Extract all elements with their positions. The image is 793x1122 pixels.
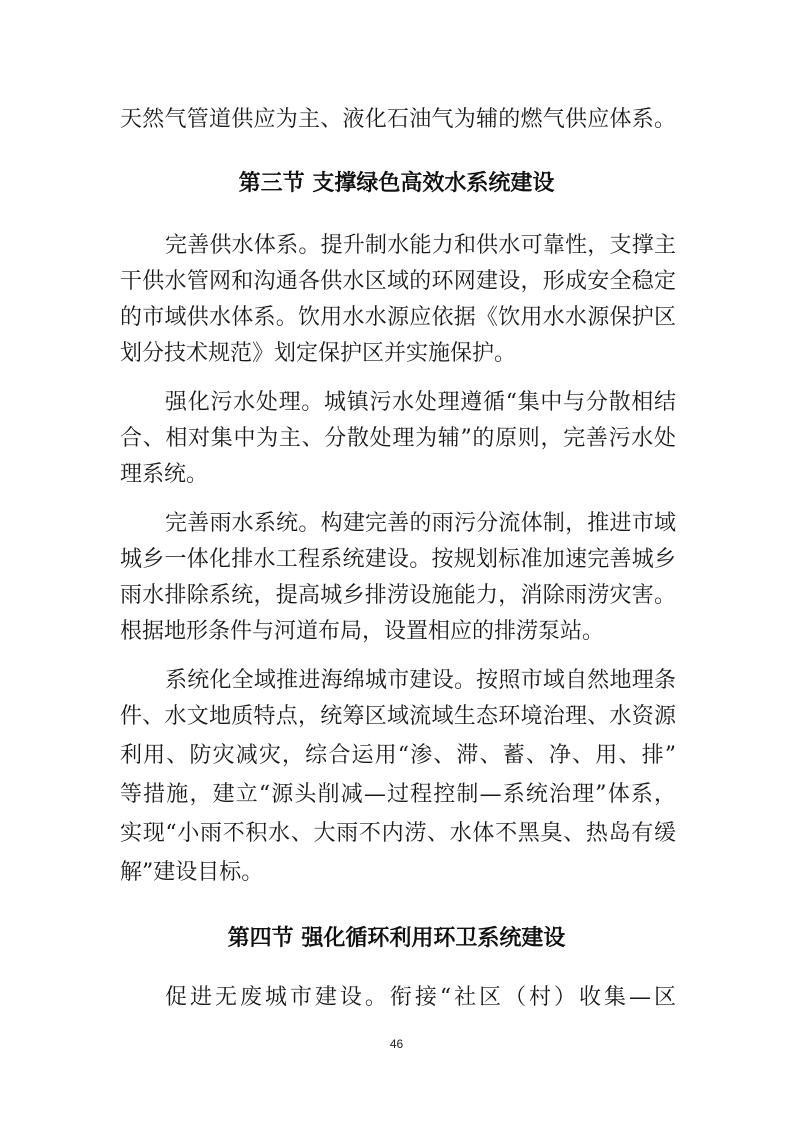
- paragraph-line: 理系统。: [120, 462, 209, 487]
- paragraph-line: 促进无废城市建设。衔接“社区（村）收集—区: [165, 985, 676, 1010]
- paragraph-line: 强化污水处理。城镇污水处理遵循“集中与分散相结: [165, 390, 676, 415]
- paragraph-line: 件、水文地质特点，统筹区域流域生态环境治理、水资源: [120, 704, 676, 729]
- paragraph-line: 的市域供水体系。饮用水水源应依据《饮用水水源保护区: [120, 305, 676, 330]
- paragraph-line: 根据地形条件与河道布局，设置相应的排涝泵站。: [120, 619, 605, 644]
- paragraph-line: 完善供水体系。提升制水能力和供水可靠性，支撑主: [165, 233, 676, 258]
- paragraph-line: 完善雨水系统。构建完善的雨污分流体制，推进市域: [165, 511, 676, 536]
- section-3-heading: 第三节 支撑绿色高效水系统建设: [238, 171, 555, 196]
- paragraph-line: 利用、防灾减灾，综合运用“渗、滞、蓄、净、用、排”: [120, 743, 676, 768]
- paragraph-line: 系统化全域推进海绵城市建设。按照市域自然地理条: [165, 668, 676, 693]
- paragraph-line: 等措施，建立“源头削减—过程控制—系统治理”体系，: [120, 782, 676, 807]
- paragraph-line: 解”建设目标。: [120, 860, 264, 885]
- paragraph-line: 雨水排除系统，提高城乡排涝设施能力，消除雨涝灾害。: [120, 583, 676, 608]
- paragraph-line: 合、相对集中为主、分散处理为辅”的原则，完善污水处: [120, 426, 676, 451]
- paragraph-line: 城乡一体化排水工程系统建设。按规划标准加速完善城乡: [120, 547, 676, 572]
- section-4-heading: 第四节 强化循环利用环卫系统建设: [227, 926, 566, 951]
- paragraph-line: 划分技术规范》划定保护区并实施保护。: [120, 341, 517, 366]
- intro-line: 天然气管道供应为主、液化石油气为辅的燃气供应体系。: [120, 107, 676, 132]
- paragraph-line: 干供水管网和沟通各供水区域的环网建设，形成安全稳定: [120, 269, 676, 294]
- paragraph-line: 实现“小雨不积水、大雨不内涝、水体不黑臭、热岛有缓: [120, 821, 676, 846]
- page-number: 46: [389, 1037, 404, 1051]
